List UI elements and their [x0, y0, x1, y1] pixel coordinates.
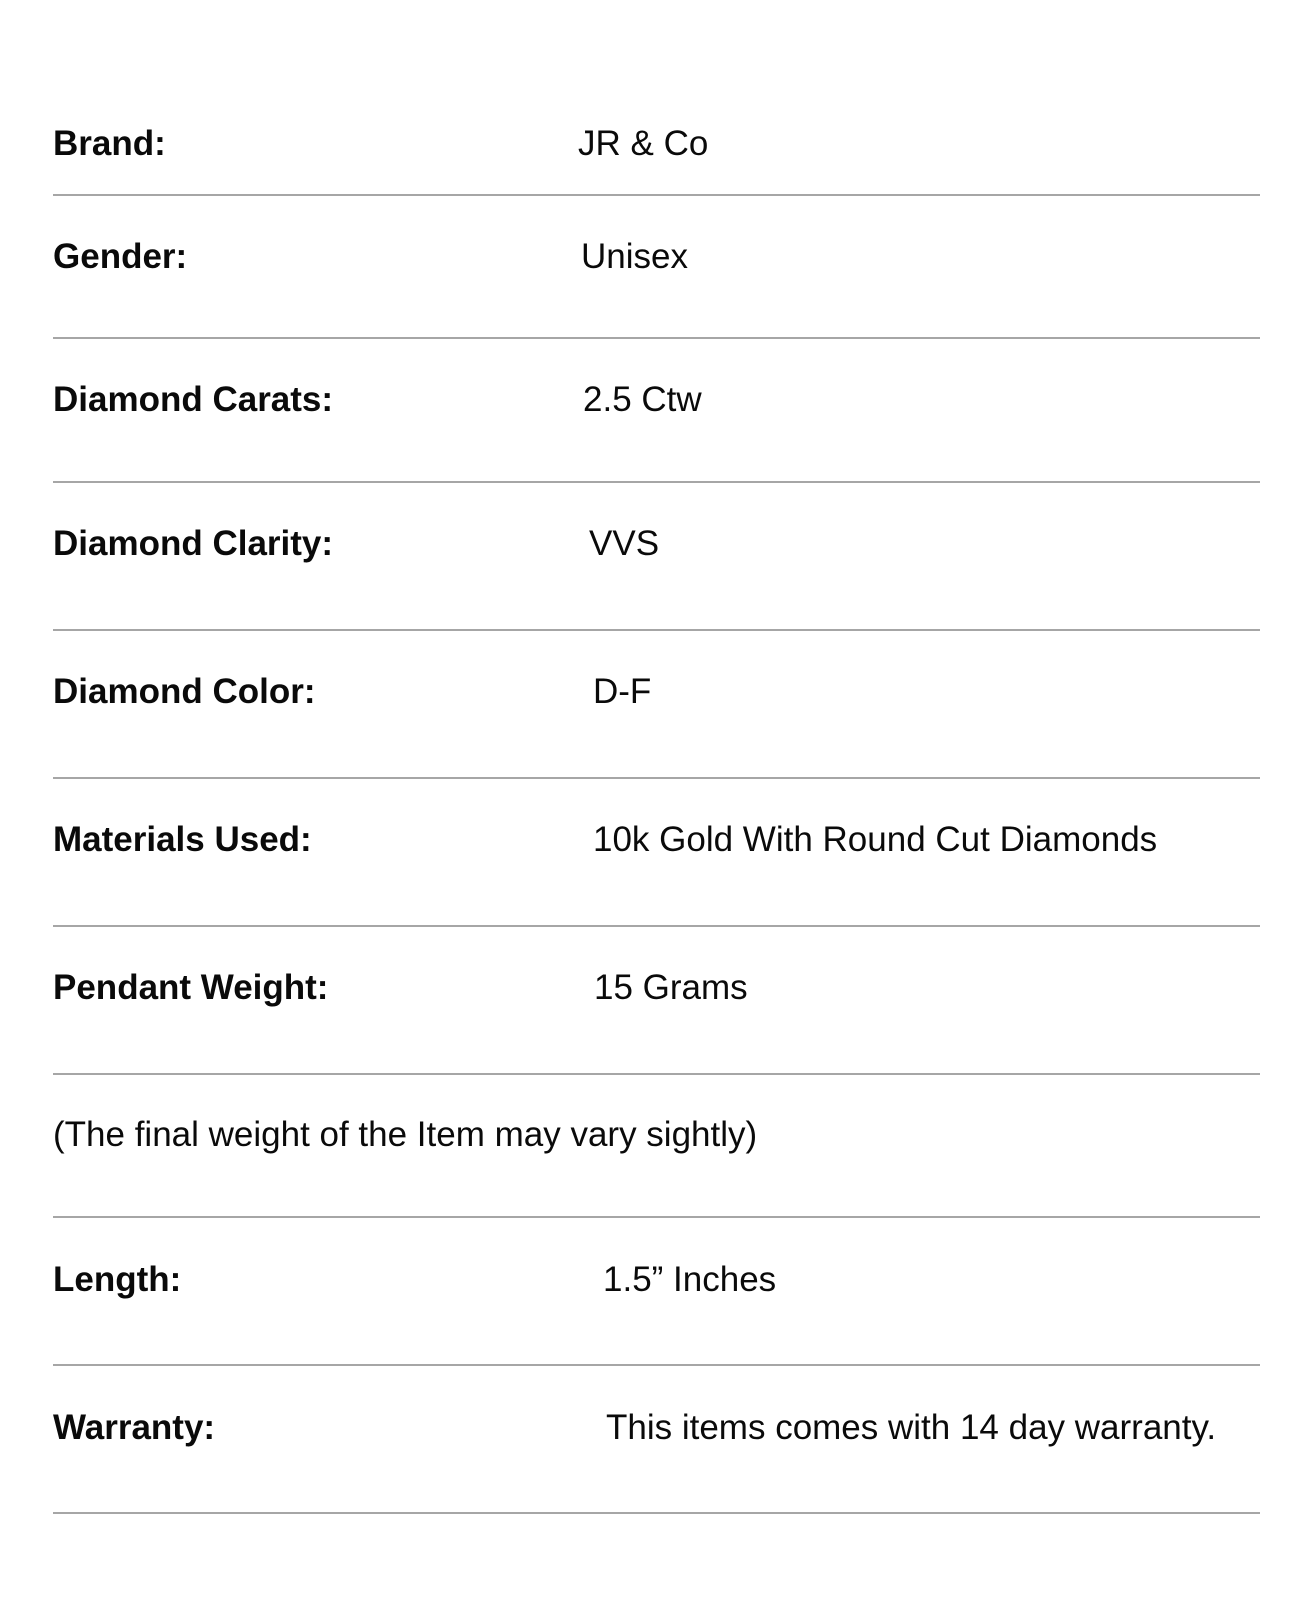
divider: [53, 481, 1260, 483]
divider: [53, 1073, 1260, 1075]
divider: [53, 1512, 1260, 1514]
spec-value-brand: JR & Co: [578, 124, 709, 163]
divider: [53, 337, 1260, 339]
spec-label-diamond-clarity: Diamond Clarity:: [53, 524, 334, 563]
spec-row-warranty: [53, 1408, 1260, 1448]
spec-row-diamond-carats: [53, 380, 1260, 420]
spec-row-pendant-weight: [53, 968, 1260, 1008]
spec-value-diamond-clarity: VVS: [589, 524, 660, 563]
spec-label-warranty: Warranty:: [53, 1408, 216, 1447]
spec-value-length: 1.5” Inches: [603, 1260, 777, 1299]
spec-row-length: [53, 1260, 1260, 1300]
spec-value-diamond-carats: 2.5 Ctw: [583, 380, 702, 419]
spec-label-gender: Gender:: [53, 237, 188, 276]
spec-row-gender: [53, 237, 1260, 277]
spec-row-diamond-color: [53, 672, 1260, 712]
spec-label-brand: Brand:: [53, 124, 166, 163]
divider: [53, 1364, 1260, 1366]
spec-row-diamond-clarity: [53, 524, 1260, 564]
divider: [53, 194, 1260, 196]
spec-label-diamond-carats: Diamond Carats:: [53, 380, 334, 419]
spec-label-materials-used: Materials Used:: [53, 820, 312, 859]
divider: [53, 629, 1260, 631]
spec-label-diamond-color: Diamond Color:: [53, 672, 316, 711]
weight-note-row: [53, 1115, 1260, 1155]
spec-row-materials-used: [53, 820, 1260, 860]
divider: [53, 1216, 1260, 1218]
spec-value-diamond-color: D-F: [593, 672, 652, 711]
spec-value-pendant-weight: 15 Grams: [594, 968, 748, 1007]
divider: [53, 777, 1260, 779]
weight-note: (The final weight of the Item may vary sightly): [53, 1115, 758, 1154]
spec-label-pendant-weight: Pendant Weight:: [53, 968, 329, 1007]
spec-label-length: Length:: [53, 1260, 182, 1299]
spec-value-gender: Unisex: [581, 237, 688, 276]
divider: [53, 925, 1260, 927]
spec-value-materials-used: 10k Gold With Round Cut Diamonds: [593, 820, 1158, 859]
spec-row-brand: [53, 124, 1260, 164]
spec-value-warranty: This items comes with 14 day warranty.: [606, 1408, 1217, 1447]
